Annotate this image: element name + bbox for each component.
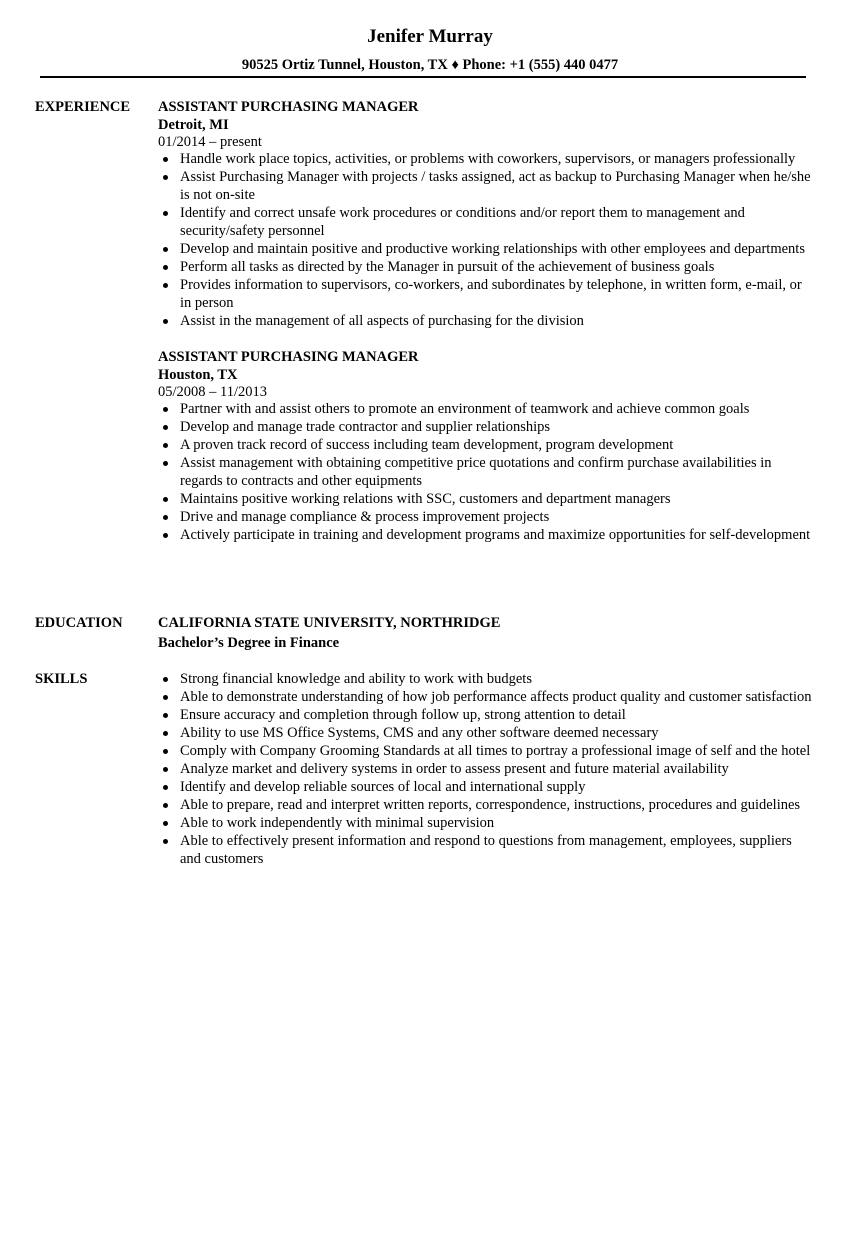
job-dates: 05/2008 – 11/2013 — [158, 384, 268, 400]
list-item: Develop and maintain positive and productive working relationships with other employees and departments — [158, 240, 813, 258]
list-item: Able to prepare, read and interpret written reports, correspondence, instructions, procedures and guidelines — [158, 796, 813, 814]
list-item: Assist management with obtaining competitive price quotations and confirm purchase availabilities in regards to contracts and other equipments — [158, 454, 813, 490]
list-item: Handle work place topics, activities, or problems with coworkers, supervisors, or managers professionally — [158, 150, 813, 168]
job-location: Detroit, MI — [158, 117, 229, 133]
list-item: Assist in the management of all aspects of purchasing for the division — [158, 312, 813, 330]
list-item: Strong financial knowledge and ability to work with budgets — [158, 670, 813, 688]
list-item: Analyze market and delivery systems in order to assess present and future material availability — [158, 760, 813, 778]
job-dates: 01/2014 – present — [158, 134, 262, 150]
list-item: Comply with Company Grooming Standards at all times to portray a professional image of self and the hotel — [158, 742, 813, 760]
list-item: Identify and develop reliable sources of local and international supply — [158, 778, 813, 796]
list-item: Provides information to supervisors, co-workers, and subordinates by telephone, in written form, e-mail, or in person — [158, 276, 813, 312]
experience-body — [158, 98, 813, 562]
list-item: Drive and manage compliance & process improvement projects — [158, 508, 813, 526]
list-item: Able to work independently with minimal supervision — [158, 814, 813, 832]
job-entry — [158, 98, 813, 330]
degree: Bachelor’s Degree in Finance — [158, 635, 340, 651]
education-body — [158, 614, 813, 652]
list-item: Partner with and assist others to promote an environment of teamwork and achieve common goals — [158, 400, 813, 418]
job-location: Houston, TX — [158, 367, 238, 383]
skills-list — [158, 670, 813, 868]
job-title: ASSISTANT PURCHASING MANAGER — [158, 349, 419, 365]
experience-heading: EXPERIENCE — [35, 99, 131, 115]
list-item: Ensure accuracy and completion through follow up, strong attention to detail — [158, 706, 813, 724]
list-item: Perform all tasks as directed by the Manager in pursuit of the achievement of business goals — [158, 258, 813, 276]
school-name: CALIFORNIA STATE UNIVERSITY, NORTHRIDGE — [158, 615, 501, 631]
resume-header — [0, 0, 860, 74]
job-bullets — [158, 150, 813, 330]
job-title: ASSISTANT PURCHASING MANAGER — [158, 99, 419, 115]
list-item: Able to effectively present information and respond to questions from management, employees, suppliers and customers — [158, 832, 813, 868]
job-entry — [158, 348, 813, 544]
list-item: Actively participate in training and development programs and maximize opportunities for self-development — [158, 526, 813, 544]
education-heading: EDUCATION — [35, 615, 123, 631]
skills-heading: SKILLS — [35, 671, 88, 687]
list-item: Able to demonstrate understanding of how job performance affects product quality and customer satisfaction — [158, 688, 813, 706]
list-item: A proven track record of success including team development, program development — [158, 436, 813, 454]
list-item: Assist Purchasing Manager with projects / tasks assigned, act as backup to Purchasing Manager when he/she is not on-site — [158, 168, 813, 204]
list-item: Ability to use MS Office Systems, CMS and any other software deemed necessary — [158, 724, 813, 742]
skills-body — [158, 670, 813, 868]
header-divider — [40, 76, 806, 78]
list-item: Develop and manage trade contractor and supplier relationships — [158, 418, 813, 436]
job-bullets — [158, 400, 813, 544]
contact-line: 90525 Ortiz Tunnel, Houston, TX ♦ Phone: +1 (555) 440 0477 — [241, 57, 619, 73]
candidate-name: Jenifer Murray — [367, 26, 493, 47]
list-item: Identify and correct unsafe work procedures or conditions and/or report them to management and security/safety personnel — [158, 204, 813, 240]
list-item: Maintains positive working relations with SSC, customers and department managers — [158, 490, 813, 508]
